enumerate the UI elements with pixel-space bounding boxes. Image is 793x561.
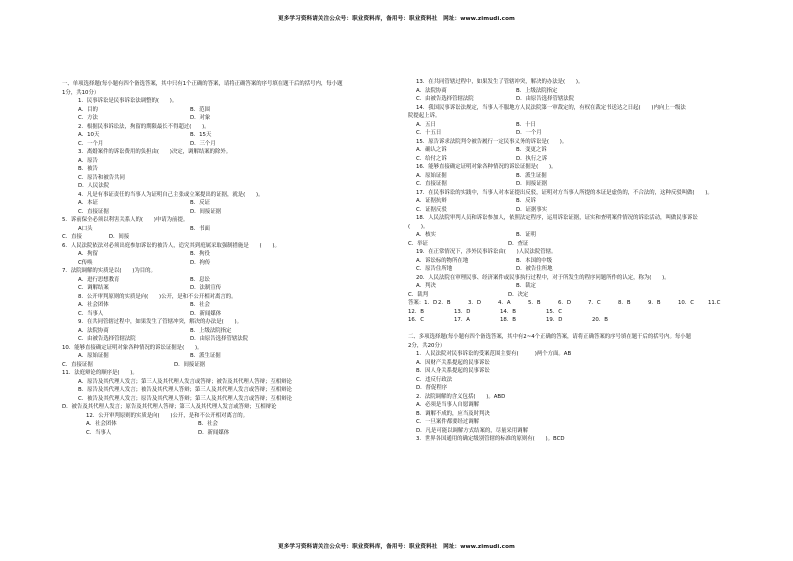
- text-line: [62, 369, 402, 378]
- line-text: B．反证: [190, 200, 210, 206]
- text-line: [408, 121, 743, 130]
- line-text: C．裁判: [408, 291, 428, 298]
- line-text: 10．能够直接确定证明对象各种情况的诉讼证据是( )。: [62, 344, 203, 351]
- line-text: C．原告住所地: [416, 266, 453, 272]
- line-text: 4．凡是有事证责任的当事人为证明自己主张或立案提出的证据，就是( )。: [78, 191, 264, 198]
- text-line: [62, 361, 402, 370]
- line-text: 13．在共同管辖过程中，如果发生了管辖冲突，解决的办法是( )。: [416, 79, 584, 85]
- line-text: B．反诉: [516, 198, 536, 204]
- text-line: [408, 401, 743, 410]
- text-line: [62, 276, 402, 285]
- text-line: [408, 291, 743, 300]
- text-line: [408, 112, 743, 121]
- text-line: [408, 87, 743, 96]
- line-text: D．被告及其代理人发言；原告及其代理人答辩；第三人及其代理人发言或答辩；互相辩论: [62, 404, 277, 410]
- line-text: C．直接证据: [62, 361, 93, 368]
- line-text: D．间接证据: [174, 361, 206, 368]
- line-text: 13．D: [454, 308, 471, 315]
- line-text: 8．公开审判原则的实质是向( )公开，是和不公开相对离言的。: [78, 293, 237, 300]
- line-text: D．决定: [508, 291, 529, 298]
- line-text: 3．D: [468, 300, 481, 306]
- text-line: [408, 155, 743, 164]
- text-line: [408, 342, 743, 351]
- text-line: [62, 386, 402, 395]
- line-text: 答案：1．D: [408, 300, 438, 306]
- line-text: 2分，共20分）: [408, 342, 446, 349]
- bottom-banner: 更多学习资料请关注公众号：职业资料库，备用号：职业资料社 网址：www.zimudi.com: [278, 544, 515, 550]
- line-text: D．拘传: [190, 259, 211, 266]
- line-text: C．十五日: [416, 130, 442, 136]
- line-text: A．诉讼标的物所在地: [416, 257, 469, 264]
- line-text: D．三个月: [190, 140, 216, 147]
- line-text: 5．诉前保全必须以利害关系人的( )申请为前提。: [62, 217, 189, 223]
- line-text: B．变更之诉: [516, 147, 547, 153]
- line-text: 9．B: [648, 300, 661, 306]
- text-line: [62, 225, 402, 234]
- line-text: 15．C: [546, 308, 563, 315]
- line-text: B．被告: [78, 166, 98, 172]
- text-line: [62, 89, 402, 98]
- line-text: A口头: [78, 225, 93, 232]
- line-text: B．拘役: [190, 251, 210, 257]
- line-text: 11.C: [708, 300, 721, 306]
- text-line: [408, 189, 743, 198]
- line-text: A．确认之诉: [416, 147, 447, 153]
- line-text: B．息讼: [190, 276, 210, 283]
- line-text: A．法院协商: [416, 87, 447, 94]
- line-text: B．15天: [190, 132, 212, 138]
- line-text: C．当事人: [86, 429, 112, 436]
- line-text: D．由原告选择管辖法院: [190, 336, 249, 342]
- text-line: [408, 248, 743, 257]
- text-line: [62, 412, 402, 421]
- text-line: [408, 350, 743, 359]
- line-text: C传唤: [78, 259, 93, 266]
- text-line: [408, 384, 743, 393]
- text-line: [62, 165, 402, 174]
- text-line: [62, 327, 402, 336]
- line-text: 17．A: [454, 317, 470, 323]
- line-text: 14．B: [500, 308, 516, 315]
- line-text: 9．在共同管辖过程中，如果发生了管辖冲突，解决的办法是( )。: [78, 319, 242, 325]
- line-text: 5．B: [528, 300, 541, 306]
- line-text: 3．世界各国通用的确定级别管辖的标准的原则有( )。BCD: [416, 436, 565, 442]
- text-line: [408, 223, 743, 232]
- text-line: [62, 242, 402, 251]
- text-line: [62, 97, 402, 106]
- line-text: D．被告住所地: [516, 266, 553, 272]
- text-line: [62, 216, 402, 225]
- text-line: [62, 420, 402, 429]
- text-line: [62, 80, 402, 89]
- line-text: A．必须是当事人自愿调解: [416, 402, 479, 408]
- line-text: A．核实: [416, 232, 436, 238]
- line-text: D．由原告选择管辖法院: [516, 96, 575, 102]
- line-text: B．上级法院指定: [516, 87, 558, 94]
- line-text: 二、多项选择题(每小题有四个备选答案，其中有2~4个正确的答案，请将正确答案的序号填在题干后的括号内。每小题: [408, 334, 692, 340]
- line-text: B．调解不成的，应当及时判决: [416, 410, 490, 417]
- text-line: [408, 308, 743, 317]
- line-text: D．法制宣传: [190, 285, 222, 291]
- line-text: D．证据事实: [516, 206, 548, 213]
- text-line: [62, 140, 402, 149]
- line-text: 6．D: [558, 300, 571, 306]
- text-line: [62, 114, 402, 123]
- line-text: 2．根据民事诉讼法，拘留的期限最长不得超过( )。: [78, 123, 210, 130]
- text-line: [408, 146, 743, 155]
- text-line: [408, 180, 743, 189]
- text-line: [408, 367, 743, 376]
- text-line: [408, 104, 743, 113]
- line-text: D．新闻媒体: [198, 429, 230, 436]
- text-line: [408, 282, 743, 291]
- line-text: 6．人民法院依法对必须出庭参加诉讼的被告人，追究其到庭属采取强制措施是 ( )。: [62, 242, 280, 249]
- line-text: B．十日: [516, 121, 536, 128]
- line-text: 1．人民法院对民事诉讼的受案范围主要有( )两个方面。AB: [416, 351, 572, 357]
- line-text: 2．B: [438, 300, 451, 306]
- text-line: [408, 265, 743, 274]
- line-text: D．人民法院: [78, 183, 110, 189]
- text-line: [62, 182, 402, 191]
- line-text: B．裁定: [516, 283, 536, 289]
- line-text: 4．A: [498, 300, 511, 306]
- line-text: B．派生证据: [516, 172, 547, 179]
- line-text: A．五日: [416, 121, 436, 128]
- line-text: 12．公开审判原则的实质是向( )公开，是和不公开相对离言的。: [86, 412, 249, 419]
- line-text: A．10天: [78, 132, 100, 138]
- line-text: A．法院协商: [78, 327, 109, 334]
- text-line: [62, 293, 402, 302]
- text-line: [62, 310, 402, 319]
- text-line: [62, 208, 402, 217]
- line-text: 14．我国民事诉讼法规定，当事人不服地方人民法院第一审裁定的，有权在裁定书送达之日起( )内向上一级法: [416, 104, 686, 111]
- line-text: 20．B: [592, 317, 608, 323]
- text-line: [408, 393, 743, 402]
- text-line: [62, 395, 402, 404]
- line-text: C．直接证据: [416, 181, 447, 187]
- line-text: A．目的: [78, 106, 98, 113]
- line-text: C．方法: [78, 115, 98, 121]
- text-line: [62, 157, 402, 166]
- text-line: [408, 197, 743, 206]
- text-line: [408, 274, 743, 283]
- line-text: C．调解结案: [78, 285, 109, 291]
- line-text: D．执行之诉: [516, 155, 548, 162]
- line-text: C．给付之诉: [416, 155, 447, 162]
- text-line: [408, 435, 743, 444]
- line-text: ( )。: [408, 223, 429, 230]
- line-text: 7．C: [588, 300, 601, 306]
- text-line: [408, 206, 743, 215]
- line-text: A．社会团体: [78, 302, 109, 308]
- line-text: D．对象: [190, 115, 211, 121]
- line-text: D．一个月: [516, 130, 542, 136]
- line-text: B．范围: [190, 106, 210, 113]
- text-line: [62, 352, 402, 361]
- line-text: A．社会团体: [86, 421, 117, 427]
- text-line: [408, 418, 743, 427]
- text-line: [62, 148, 402, 157]
- text-line: [62, 378, 402, 387]
- text-line: [408, 240, 743, 249]
- line-text: 17．在民事诉讼的实践中，当事人对本证提出反驳，证明对方当事人所提的本证是虚伪的，不合法的，这种反驳叫做( )。: [416, 189, 713, 196]
- line-text: 1分，共10分）: [62, 89, 100, 96]
- line-text: B．证明: [516, 232, 536, 238]
- line-text: 3．离婚案件的诉讼费用的负担由( )决定，调解结案的除外。: [78, 149, 232, 155]
- text-line: [62, 301, 402, 310]
- line-text: 15．原告诉求法院判令被告履行一定民事义务的诉讼是( )。: [416, 138, 568, 145]
- text-line: [62, 174, 402, 183]
- line-text: B．书面: [190, 225, 210, 232]
- text-line: [408, 333, 743, 342]
- line-text: 18．人民法院审判人员和诉讼参加人，依照法定程序，运用诉讼证据，证实和查明案件情况的诉讼活动，叫做民事诉讼: [416, 215, 698, 221]
- text-line: [62, 318, 402, 327]
- line-text: A．进行思想教育: [78, 276, 120, 283]
- line-text: D．间接证据: [516, 181, 548, 187]
- line-text: 12．B: [408, 308, 424, 315]
- text-line: [408, 95, 743, 104]
- line-text: C．证据反驳: [416, 206, 447, 213]
- line-text: 18．B: [500, 317, 516, 323]
- text-line: [62, 344, 402, 353]
- text-line: [408, 172, 743, 181]
- text-line: [62, 199, 402, 208]
- text-line: [62, 250, 402, 259]
- text-line: [408, 78, 743, 87]
- text-line: [62, 131, 402, 140]
- line-text: C．违反行政法: [416, 376, 453, 383]
- top-banner: 更多学习资料请关注公众号：职业资料库，备用号：职业资料社 网址：www.zimudi.com: [278, 16, 515, 22]
- text-line: [408, 299, 743, 308]
- text-line: [62, 335, 402, 344]
- line-text: 1．民事诉讼是民事诉讼法调整的( )。: [78, 98, 178, 104]
- line-text: D．查证: [508, 240, 529, 247]
- line-text: 16．C: [408, 317, 425, 323]
- line-text: 7．法院调解的实质是以( )为目的。: [62, 268, 156, 274]
- line-text: 8．B: [618, 300, 631, 306]
- text-line: [62, 191, 402, 200]
- line-text: 19．在正常情况下，涉外民事诉讼由( )人民法院管辖。: [416, 249, 557, 255]
- line-text: B．因人身关系提起的民事诉讼: [416, 368, 490, 374]
- text-line: [408, 214, 743, 223]
- line-text: B．本国的中级: [516, 257, 553, 264]
- text-line: [62, 233, 402, 242]
- line-text: D．间接证据: [190, 208, 222, 215]
- line-text: A．证据抗辩: [416, 198, 447, 204]
- line-text: A．原始证据: [78, 353, 109, 359]
- text-line: [62, 403, 402, 412]
- text-line: [408, 257, 743, 266]
- line-text: C．原告和被告共同: [78, 174, 125, 181]
- text-line: [62, 106, 402, 115]
- line-text: B．上级法院指定: [190, 327, 232, 334]
- text-line: [408, 138, 743, 147]
- line-text: A．判决: [416, 283, 436, 289]
- line-text: B．社会: [190, 302, 210, 308]
- line-text: C．被告及其代理人发言；原告及其代理人答辩；第三人及其代理人发言或答辩；互相辩论: [78, 395, 292, 402]
- line-text: A．原告及其代理人发言；第三人及其代理人发言或答辩；被告及其代理人答辩；互相辩论: [78, 378, 292, 385]
- line-text: 16．能够直接确定证明对象各种情况的诉讼证据是( )。: [416, 164, 557, 170]
- text-line: [62, 259, 402, 268]
- line-text: C．举证: [408, 240, 428, 247]
- text-line: [408, 129, 743, 138]
- line-text: A．因财产关系提起的民事诉讼: [416, 359, 490, 366]
- line-text: B．原告及其代理人发言；被告及其代理人答辩；第三人及其代理人发言或答辩；互相辩论: [78, 387, 292, 393]
- line-text: B．派生证据: [190, 353, 221, 359]
- text-line: [62, 267, 402, 276]
- text-line: [408, 163, 743, 172]
- left-column: [62, 80, 402, 437]
- line-text: 20．人民法院在审理民事、经济案件或民事执行过程中，对于所发生的程序问题所作的认定，称为( )。: [416, 274, 670, 281]
- line-text: D．凡是可能以调解方式结案的，尽量采用调解: [416, 427, 528, 434]
- text-line: [62, 123, 402, 132]
- line-text: C．直接 D．间接: [62, 234, 130, 240]
- text-line: [62, 429, 402, 438]
- line-text: C．当事人: [78, 310, 104, 317]
- line-text: D．督促程序: [416, 385, 448, 391]
- line-text: C．直接证据: [78, 208, 109, 215]
- text-line: [62, 284, 402, 293]
- line-text: C．一个月: [78, 140, 104, 147]
- text-line: [408, 427, 743, 436]
- line-text: A．原告: [78, 157, 98, 164]
- line-text: 院提起上诉。: [408, 113, 441, 119]
- text-line: [408, 410, 743, 419]
- line-text: 10．C: [678, 300, 695, 306]
- line-text: C．由被告选择管辖法院: [416, 96, 474, 102]
- line-text: A．原始证据: [416, 172, 447, 179]
- line-text: D．新闻媒体: [190, 310, 222, 317]
- text-line: [408, 376, 743, 385]
- line-text: C．一旦案件都要经过调解: [416, 419, 480, 425]
- line-text: A．本证: [78, 200, 98, 206]
- line-text: 19．D: [546, 317, 563, 323]
- text-line: [408, 359, 743, 368]
- line-text: A．拘留: [78, 251, 98, 257]
- line-text: 2．法院调解的含义包括( )。ABD: [416, 393, 506, 400]
- line-text: 一、单项选择题(每小题有四个备选答案，其中只有1个正确的答案，请将正确答案的序号填在题干后的括号内，每小题: [62, 81, 343, 87]
- right-column: [408, 78, 743, 444]
- line-text: B．社会: [198, 421, 218, 427]
- text-line: [408, 316, 743, 325]
- line-text: C．由被告选择管辖法院: [78, 336, 136, 342]
- text-line: [408, 325, 743, 334]
- line-text: 11．法庭辩论的顺序是( )。: [62, 370, 138, 376]
- text-line: [408, 231, 743, 240]
